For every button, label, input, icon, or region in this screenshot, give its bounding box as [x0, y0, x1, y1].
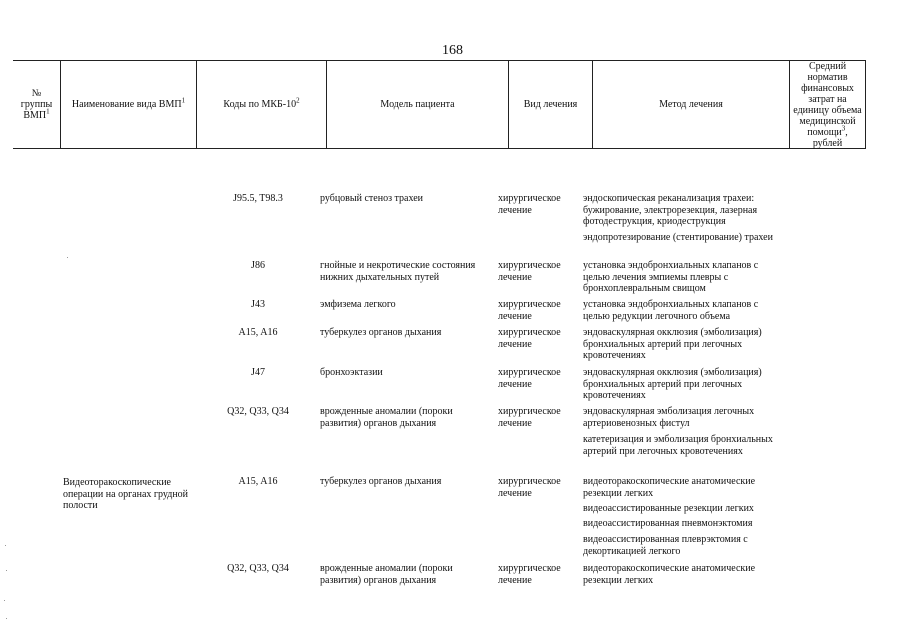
- treatment-method: катетеризация и эмболизация бронхиальных артерий при легочных кровотечениях: [583, 434, 773, 457]
- scan-speck: [6, 570, 7, 571]
- treatment-type: хирургическое лечение: [498, 193, 561, 216]
- scan-speck: [67, 257, 68, 258]
- treatment-type: хирургическое лечение: [498, 260, 561, 283]
- patient-model: туберкулез органов дыхания: [320, 327, 442, 338]
- treatment-type: хирургическое лечение: [498, 299, 561, 322]
- icd-code: J95.5, T98.3: [233, 193, 283, 204]
- treatment-method: эндопротезирование (стентирование) трахеи: [583, 232, 773, 243]
- patient-model: гнойные и некротические состояния нижних дыхательных путей: [320, 260, 476, 283]
- header-group-number: № группы ВМП$^1$: [20, 88, 53, 121]
- patient-model: эмфизема легкого: [320, 299, 396, 310]
- scan-speck: [5, 545, 6, 546]
- header-treatment-method: Метод лечения: [592, 61, 789, 148]
- patient-model: рубцовый стеноз трахеи: [320, 193, 423, 204]
- scan-speck: [6, 618, 7, 619]
- treatment-method: установка эндобронхиальных клапанов с целью редукции легочного объема: [583, 299, 759, 322]
- treatment-method: видеоассистированные резекции легких: [583, 503, 754, 514]
- treatment-type: хирургическое лечение: [498, 327, 561, 350]
- patient-model: врожденные аномалии (пороки развития) органов дыхания: [320, 406, 453, 429]
- treatment-type: хирургическое лечение: [498, 406, 561, 429]
- header-vmp-name: Наименование вида ВМП$^1$: [60, 61, 196, 148]
- icd-code: A15, A16: [238, 327, 278, 338]
- icd-code: Q32, Q33, Q34: [227, 406, 289, 417]
- treatment-type: хирургическое лечение: [498, 563, 561, 586]
- treatment-type: хирургическое лечение: [498, 476, 561, 499]
- treatment-method: видеоассистированная плеврэктомия с декортикацией легкого: [583, 534, 748, 557]
- icd-code: Q32, Q33, Q34: [227, 563, 289, 574]
- treatment-type: хирургическое лечение: [498, 367, 561, 390]
- table-header: [13, 60, 866, 149]
- icd-code: J43: [251, 299, 265, 310]
- header-icd-codes: Коды по МКБ-$10^2$: [196, 61, 326, 148]
- vmp-group-name: Видеоторакоскопические операции на органах грудной полости: [63, 477, 189, 511]
- header-cost-norm: Средний норматив финансовых затрат на единицу объема медицинской помощи$^3$, рублей: [789, 61, 866, 148]
- treatment-method: видеоторакоскопические анатомические резекции легких: [583, 563, 756, 586]
- header-treatment-type: Вид лечения: [508, 61, 592, 148]
- patient-model: туберкулез органов дыхания: [320, 476, 442, 487]
- icd-code: A15, A16: [238, 476, 278, 487]
- treatment-method: эндоваскулярная окклюзия (эмболизация) бронхиальных артерий при легочных кровотечениях: [583, 327, 762, 361]
- treatment-method: эндоскопическая реканализация трахеи: бужирование, электрорезекция, лазерная фотодеструкция, криодеструкция: [583, 193, 758, 227]
- treatment-method: видеоторакоскопические анатомические резекции легких: [583, 476, 756, 499]
- treatment-method: видеоассистированная пневмонэктомия: [583, 518, 753, 529]
- patient-model: бронхоэктазии: [320, 367, 383, 378]
- treatment-method: установка эндобронхиальных клапанов с целью лечения эмпиемы плевры с бронхоплевральным свищом: [583, 260, 759, 294]
- scan-speck: [4, 600, 5, 601]
- page-number: 168: [442, 43, 463, 58]
- treatment-method: эндоваскулярная эмболизация легочных артериовенозных фистул: [583, 406, 755, 429]
- header-patient-model: Модель пациента: [326, 61, 508, 148]
- treatment-method: эндоваскулярная окклюзия (эмболизация) бронхиальных артерий при легочных кровотечениях: [583, 367, 762, 401]
- icd-code: J47: [251, 367, 265, 378]
- icd-code: J86: [251, 260, 265, 271]
- patient-model: врожденные аномалии (пороки развития) органов дыхания: [320, 563, 453, 586]
